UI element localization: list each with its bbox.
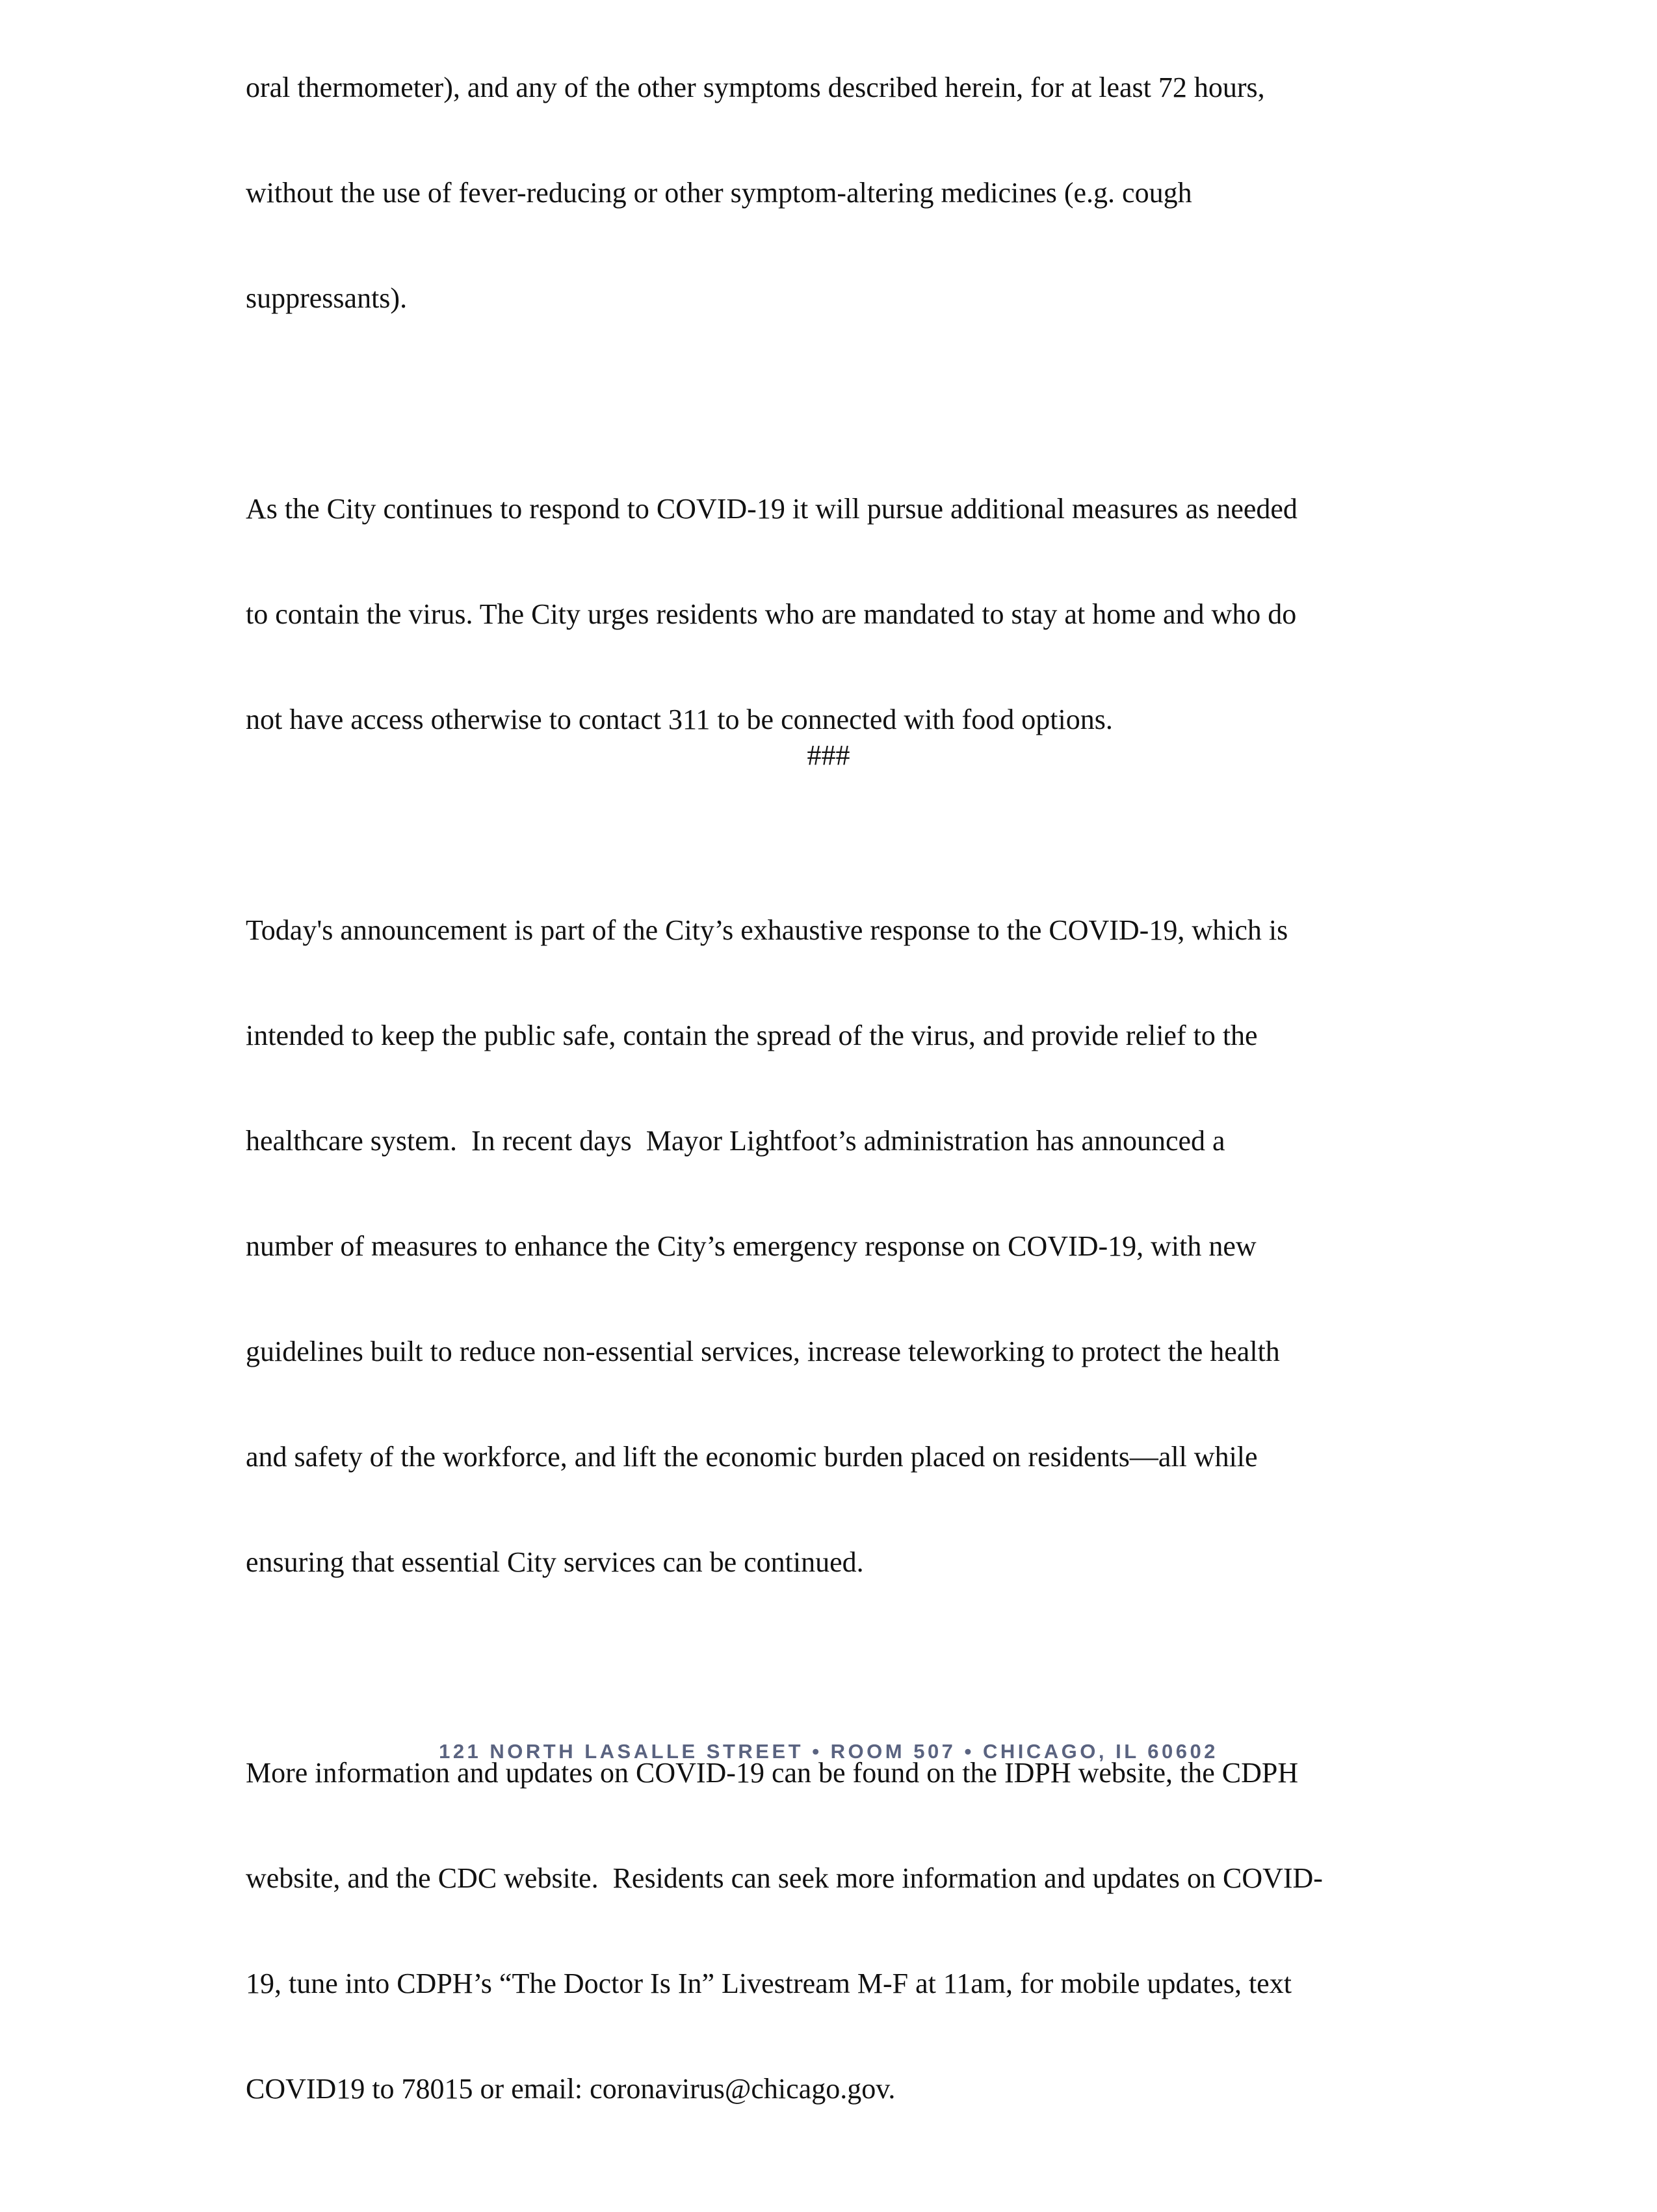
paragraph-line: and safety of the workforce, and lift the economic burden placed on residents—all while (246, 1441, 1258, 1473)
paragraph-line: More information and updates on COVID-19 can be found on the IDPH website, the CDPH (246, 1757, 1299, 1789)
paragraph-line: number of measures to enhance the City’s emergency response on COVID-19, with new (246, 1230, 1257, 1262)
paragraph-line: intended to keep the public safe, contain the spread of the virus, and provide relief to the (246, 1020, 1258, 1051)
paragraph-symptom-guidance (246, 0, 1442, 386)
paragraph-line: 19, tune into CDPH’s “The Doctor Is In” Livestream M-F at 11am, for mobile updates, text (246, 1968, 1292, 1999)
paragraph-line: suppressants). (246, 282, 408, 314)
paragraph-line: without the use of fever-reducing or other symptom-altering medicines (e.g. cough (246, 177, 1192, 209)
end-of-release-mark: ### (807, 739, 850, 771)
paragraph-line: website, and the CDC website. Residents can seek more information and updates on COVID- (246, 1862, 1323, 1894)
paragraph-line: not have access otherwise to contact 311 to be connected with food options. (246, 704, 1113, 735)
paragraph-line: to contain the virus. The City urges residents who are mandated to stay at home and who do (246, 598, 1297, 630)
paragraph-line: COVID19 to 78015 or email: coronavirus@chicago.gov. (246, 2073, 896, 2105)
paragraph-line: guidelines built to reduce non-essential services, increase teleworking to protect the health (246, 1336, 1280, 1367)
paragraph-line: As the City continues to respond to COVID-19 it will pursue additional measures as needed (246, 493, 1298, 525)
footer-address: 121 NORTH LASALLE STREET • ROOM 507 • CHICAGO, IL 60602 (439, 1740, 1218, 1763)
paragraph-city-response (246, 843, 1442, 1650)
paragraph-line: oral thermometer), and any of the other symptoms described herein, for at least 72 hours, (246, 72, 1265, 103)
paragraph-line: healthcare system. In recent days Mayor Lightfoot’s administration has announced a (246, 1125, 1225, 1157)
press-release-body (246, 0, 1442, 2212)
paragraph-line: ensuring that essential City services can be continued. (246, 1546, 864, 1578)
paragraph-line: Today's announcement is part of the City’s exhaustive response to the COVID-19, which is (246, 914, 1288, 946)
